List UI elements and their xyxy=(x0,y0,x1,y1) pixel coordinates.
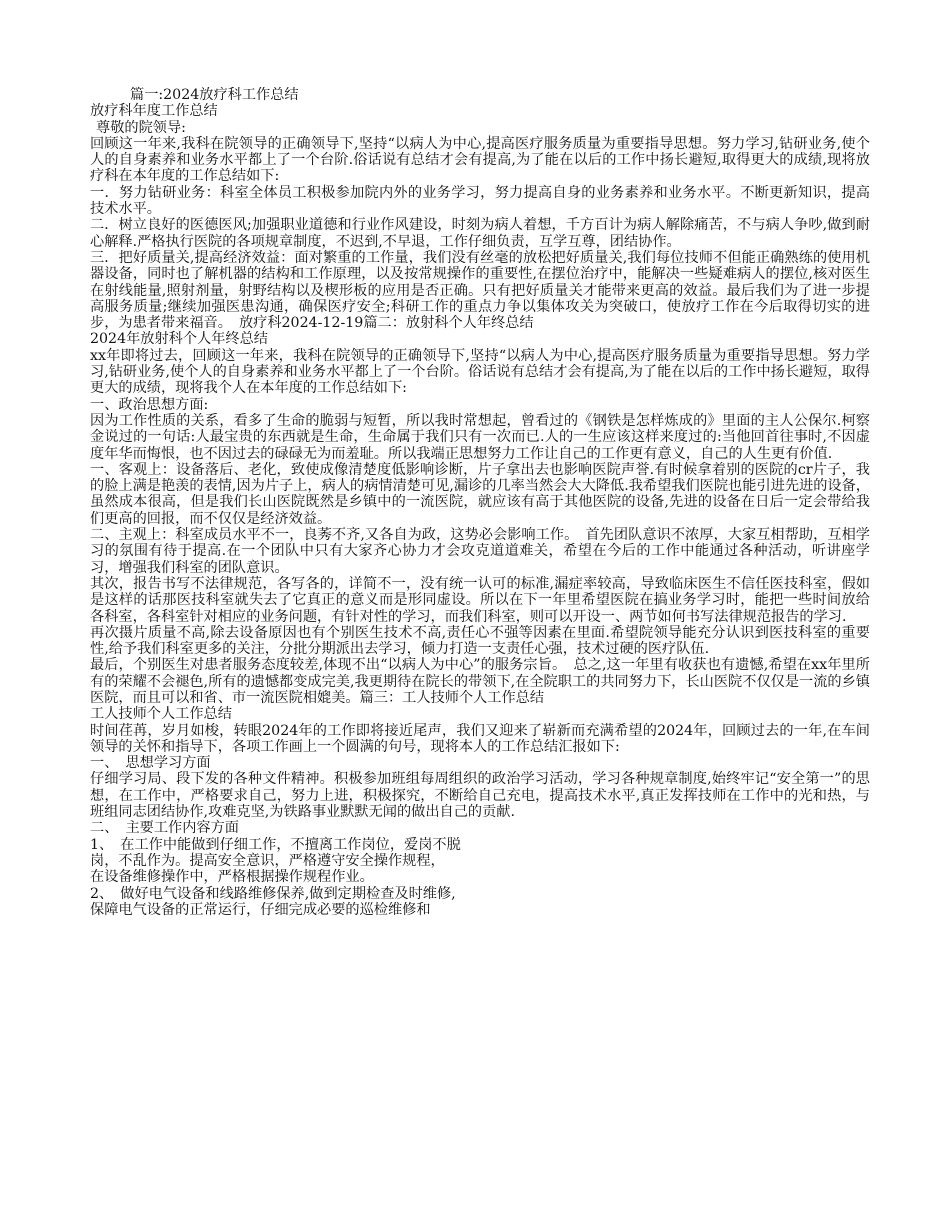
paragraph: xx年即将过去，回顾这一年来，我科在院领导的正确领导下,坚持“以病人为中心,提高医疗服务质量为重要指导思想。努力学习,钻研业务,使个人的自身素养和业务水平都上了一个台阶。俗话说有总结才会有提高,为了能在以后的工作中扬长避短，取得更大的成绩，现将我个人在本年度的工作总结如下: xyxy=(90,347,870,397)
subheading: 一、政治思想方面: xyxy=(90,396,209,413)
doc-heading-3: 工人技师个人工作总结 xyxy=(90,706,232,723)
list-item: 1、 在工作中能做到仔细工作，不擅离工作岗位，爱岗不脱 xyxy=(90,836,461,853)
paragraph: 其次，报告书写不法律规范，各写各的，详简不一，没有统一认可的标准,漏症率较高，导致临床医生不信任医技科室，假如是这样的话那医技科室就失去了它真正的意义而是形同虚设。所以在下一年里希望医院在搞业务学习时，能把一些时间放给各科室，各科室针对相应的业务问题，有针对性的学习，而我们科室，则可以开设一、两节如何书写法律规范报告的学习. xyxy=(90,575,870,625)
document-body xyxy=(90,87,870,918)
paragraph: 最后，个别医生对患者服务态度较差,体现不出“以病人为中心”的服务宗旨。 总之,这一年里有收获也有遗憾,希望在xx年里所有的荣耀不会褪色,所有的遗憾都变成完美,我更期待在院长的带领下,在全院职工的共同努力下，长山医院不仅仅是一流的乡镇医院，而且可以和省、市一流医院相媲美。篇三：工人技师个人工作总结 xyxy=(90,657,870,706)
doc-heading-1: 放疗科年度工作总结 xyxy=(90,103,218,120)
paragraph: 二、主观上：科室成员水平不一，良莠不齐,又各自为政，这势必会影响工作。 首先团队意识不浓厚，大家互相帮助，互相学习的氛围有待于提高.在一个团队中只有大家齐心协力才会攻克道道难关，希望在今后的工作中能通过各种活动，听讲座学习，增强我们科室的团队意识。 xyxy=(90,527,870,576)
paragraph: 三．把好质量关,提高经济效益：面对繁重的工作量，我们没有丝毫的放松把好质量关,我们每位技师不但能正确熟练的使用机器设备，同时也了解机器的结构和工作原理，以及按常规操作的重要性,在摆位治疗中，能解决一些疑难病人的摆位,核对医生在射线能量,照射剂量，射野结构以及楔形板的应用是否正确。只有把好质量关才能带来更高的效益。最后我们为了进一步提高服务质量;继续加强医患沟通，确保医疗安全;科研工作的重点力争以集体攻关为突破口，使放疗工作在今后取得切实的进步，为患者带来福音。 放疗科2024-12-19篇二：放射科个人年终总结 xyxy=(90,249,870,332)
list-item-continued: 在设备维修操作中，严格根据操作规程作业。 xyxy=(90,869,374,886)
paragraph: 时间荏苒，岁月如梭，转眼2024年的工作即将接近尾声，我们又迎来了崭新而充满希望的2024年，回顾过去的一年,在车间领导的关怀和指导下，各项工作画上一个圆满的句号，现将本人的工作总结汇报如下: xyxy=(90,722,870,755)
doc-heading-2: 2024年放射科个人年终总结 xyxy=(90,331,268,348)
list-item-continued: 岗，不乱作为。提高安全意识，严格遵守安全操作规程， xyxy=(90,852,445,869)
list-item-continued: 保障电气设备的正常运行，仔细完成必要的巡检维修和 xyxy=(90,901,431,918)
paragraph: 仔细学习局、段下发的各种文件精神。积极参加班组每周组织的政治学习活动，学习各种规章制度,始终牢记“安全第一”的思想，在工作中，严格要求自己，努力上进，积极探究，不断给自己充电，提高技术水平,真正发挥技师在工作中的光和热，与班组同志团结协作,攻难克坚,为铁路事业默默无闻的做出自己的贡献. xyxy=(90,771,870,821)
paragraph: 再次摄片质量不高,除去设备原因也有个别医生技术不高,责任心不强等因素在里面.希望院领导能充分认识到医技科室的重要性,给予我们科室更多的关注，分批分期派出去学习，倾力打造一支责任心强，技术过硬的医疗队伍. xyxy=(90,624,870,658)
paragraph: 一．努力钻研业务：科室全体员工积极参加院内外的业务学习，努力提高自身的业务素养和业务水平。不断更新知识，提高技术水平。 xyxy=(90,184,870,218)
paragraph: 一、客观上：设备落后、老化，致使成像清楚度低影响诊断，片子拿出去也影响医院声誉.有时候拿着别的医院的cr片子，我的脸上满是艳羡的表情,因为片子上，病人的病情清楚可见,漏诊的几率当然会大大降低.我希望我们医院也能引进先进的设备，虽然成本很高，但是我们长山医院既然是乡镇中的一流医院，就应该有高于其他医院的设备,先进的设备在日后一定会带给我们更高的回报，而不仅仅是经济效益。 xyxy=(90,461,870,527)
section-title-1: 篇一:2024放疗科工作总结 xyxy=(130,87,299,103)
paragraph: 二．树立良好的医德医风;加强职业道德和行业作风建设，时刻为病人着想，千方百计为病人解除痛苦，不与病人争吵,做到耐心解释.严格执行医院的各项规章制度，不迟到,不早退，工作仔细负责，互学互尊，团结协作。 xyxy=(90,217,870,250)
paragraph: 因为工作性质的关系，看多了生命的脆弱与短暂，所以我时常想起，曾看过的《钢铁是怎样炼成的》里面的主人公保尔.柯察金说过的一句话:人最宝贵的东西就是生命，生命属于我们只有一次而已.人的一生应该这样来度过的:当他回首往事时,不因虚度年华而悔恨，也不因过去的碌碌无为而羞耻。所以我端正思想努力工作让自己的工作更有意义，自己的人生更有价值. xyxy=(90,412,870,462)
paragraph: 回顾这一年来,我科在院领导的正确领导下,坚持“以病人为中心,提高医疗服务质量为重要指导思想。努力学习,钻研业务,使个人的自身素养和业务水平都上了一个台阶.俗话说有总结才会有提高,为了能在以后的工作中扬长避短,取得更大的成绩,现将放疗科在本年度的工作总结如下: xyxy=(90,135,870,185)
subheading: 一、 思想学习方面 xyxy=(90,755,211,772)
salutation: 尊敬的院领导: xyxy=(96,119,186,136)
list-item: 2、 做好电气设备和线路维修保养,做到定期检查及时维修, xyxy=(90,885,456,902)
subheading: 二、 主要工作内容方面 xyxy=(90,820,239,837)
